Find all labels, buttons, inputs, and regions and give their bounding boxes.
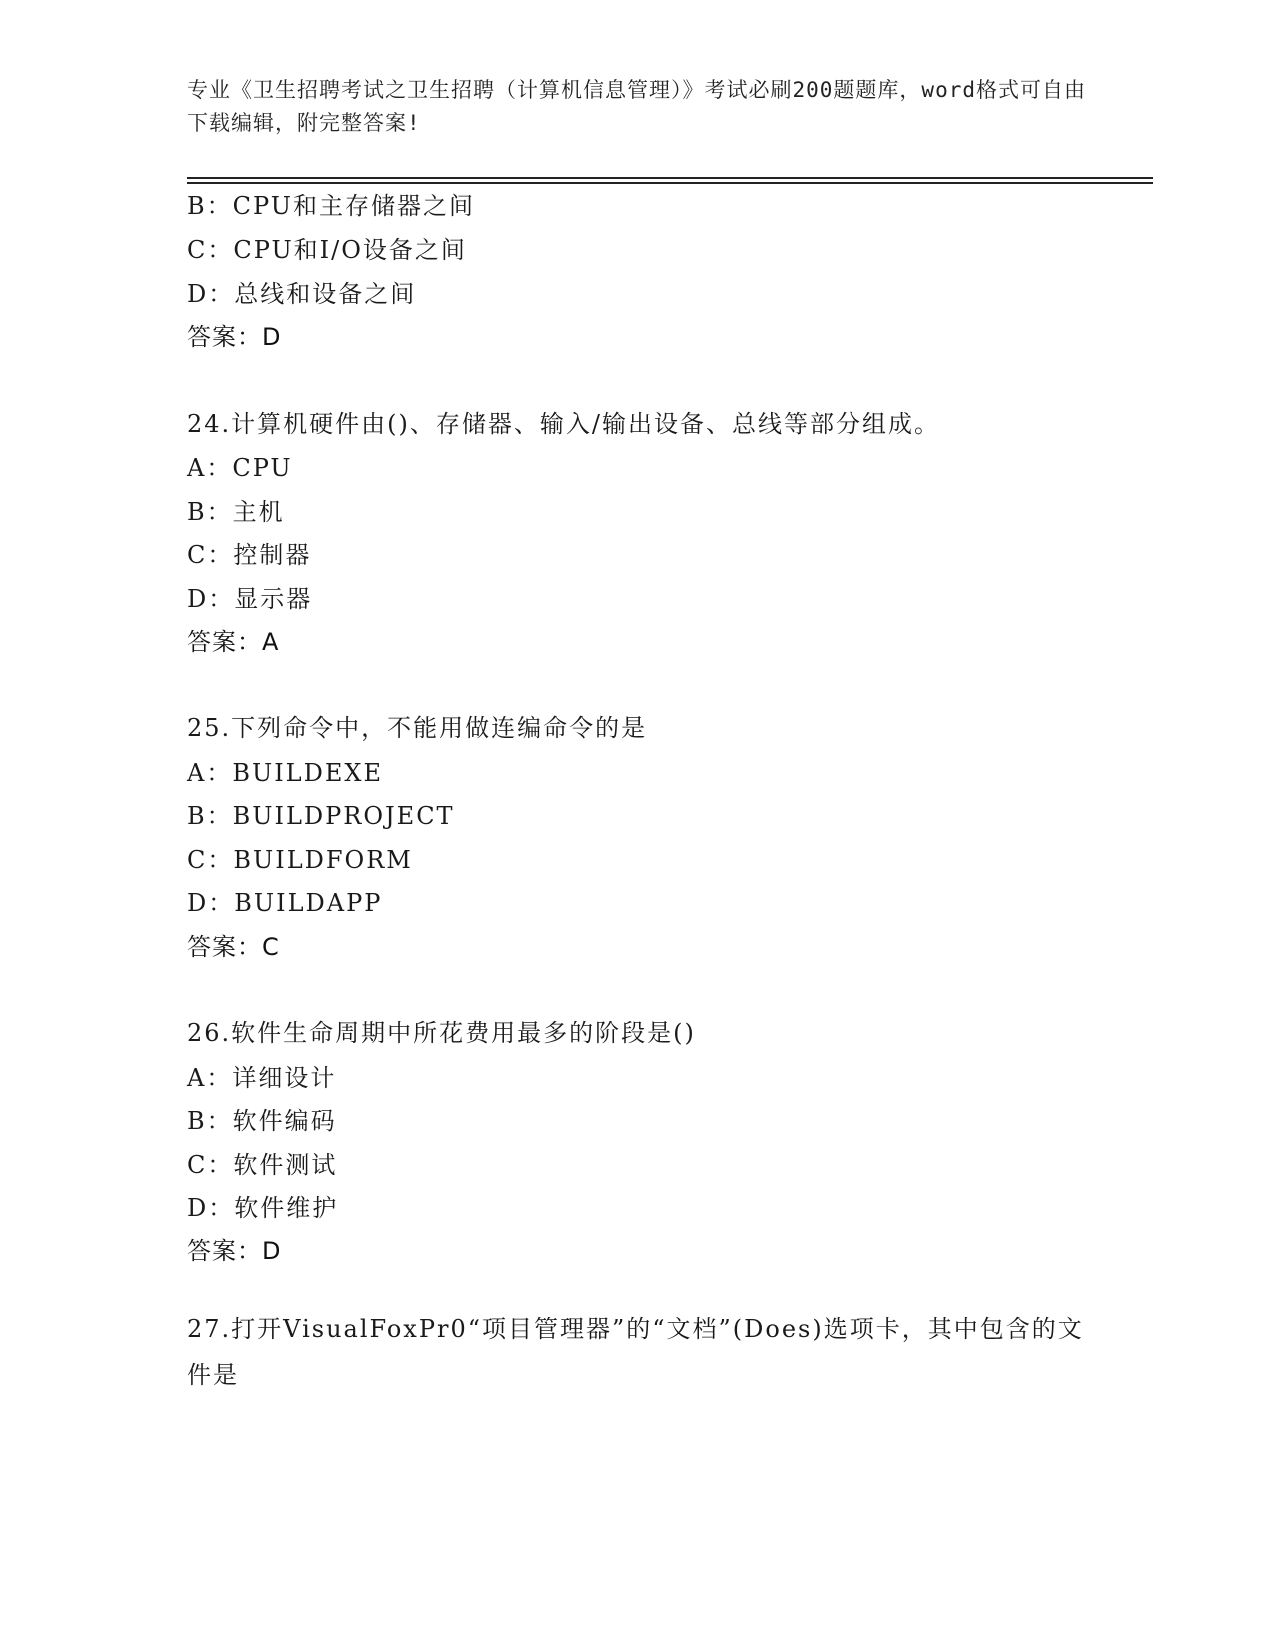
- option-c: C：控制器: [187, 541, 312, 569]
- question-text: 24.计算机硬件由()、存储器、输入/输出设备、总线等部分组成。: [187, 410, 940, 438]
- answer-line: 答案：D: [187, 323, 282, 351]
- option-b: B：CPU和主存储器之间: [187, 192, 475, 220]
- option-a: A：详细设计: [187, 1064, 337, 1092]
- question-text: 26.软件生命周期中所花费用最多的阶段是(): [187, 1019, 696, 1047]
- option-b: B：主机: [187, 498, 285, 526]
- option-b: B：软件编码: [187, 1107, 337, 1135]
- option-c: C：软件测试: [187, 1151, 338, 1179]
- header-divider-bottom: [187, 182, 1153, 184]
- answer-line: 答案：C: [187, 933, 280, 961]
- option-d: D：BUILDAPP: [187, 889, 383, 917]
- option-a: A：BUILDEXE: [187, 759, 383, 787]
- answer-line: 答案：A: [187, 628, 280, 656]
- answer-line: 答案：D: [187, 1237, 282, 1265]
- question-text: 25.下列命令中，不能用做连编命令的是: [187, 714, 648, 742]
- option-a: A：CPU: [187, 454, 293, 482]
- page-header-title: 专业《卫生招聘考试之卫生招聘（计算机信息管理）》考试必刷200题题库，word格式可自由下载编辑，附完整答案!: [187, 78, 1086, 135]
- option-b: B：BUILDPROJECT: [187, 802, 455, 830]
- option-d: D：软件维护: [187, 1194, 339, 1222]
- option-d: D：总线和设备之间: [187, 280, 417, 308]
- question-text: 27.打开VisualFoxPr0“项目管理器”的“文档”(Does)选项卡，其中包含的文件是: [187, 1315, 1084, 1389]
- header-divider-top: [187, 177, 1153, 179]
- option-d: D：显示器: [187, 585, 313, 613]
- option-c: C：CPU和I/O设备之间: [187, 236, 467, 264]
- option-c: C：BUILDFORM: [187, 846, 413, 874]
